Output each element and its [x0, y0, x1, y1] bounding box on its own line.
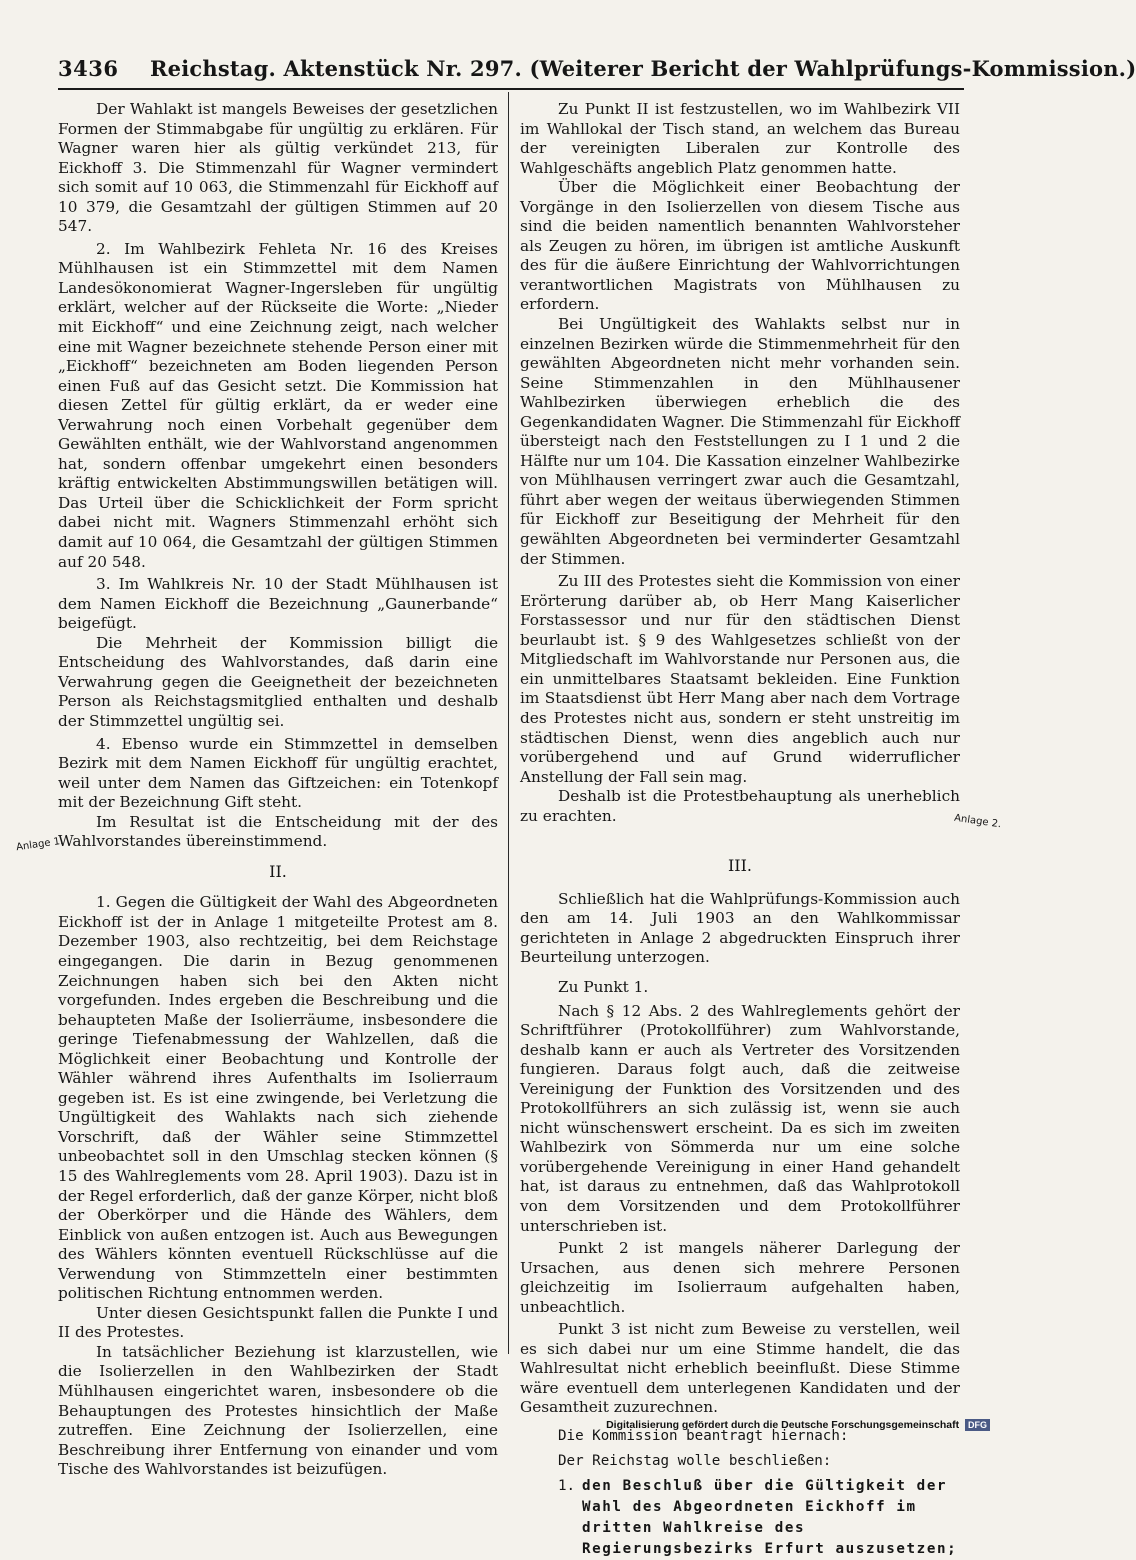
paragraph: Punkt 3 ist nicht zum Beweise zu verstellen, weil es sich dabei nur um eine Stimme handelt, die das Wahlresultat nicht erheblich beeinflußt. Diese Stimme wäre eventuell dem unterlegenen Kandidaten und der Gesamtheit zuzurechnen. — [520, 1320, 960, 1417]
left-column — [58, 100, 498, 1480]
motion-intro: Die Kommission beantragt hiernach: — [558, 1428, 849, 1444]
paragraph: Unter diesen Gesichtspunkt fallen die Punkte I und II des Protestes. — [58, 1303, 498, 1342]
header-rule — [58, 88, 964, 90]
paragraph: 3. Im Wahlkreis Nr. 10 der Stadt Mühlhausen ist dem Namen Eickhoff die Bezeichnung „Gaunerbande“ beigefügt. — [58, 575, 498, 633]
paragraph: Deshalb ist die Protestbehauptung als unerheblich zu erachten. — [520, 787, 960, 825]
paragraph: Über die Möglichkeit einer Beobachtung der Vorgänge in den Isolierzellen von diesem Tische aus sind die beiden namentlich benannten Wahlvorsteher als Zeugen zu hören, im übrigen ist amtliche Auskunft des für die äußere Einrichtung der Wahlvorrichtungen verantwortlichen Magistrats von Mühlhausen zu erfordern. — [520, 178, 960, 314]
item-number: 1. — [558, 1478, 576, 1494]
paragraph: In tatsächlicher Beziehung ist klarzustellen, wie die Isolierzellen in den Wahlbezirken der Stadt Mühlhausen eingerichtet waren, insbesondere ob die Behauptungen des Protestes hinsichtlich der Maße zutreffen. Eine Zeichnung der Isolierzellen, eine Beschreibung ihrer Entfernung von einander und vom Tische des Wahlvorstandes ist beizufügen. — [58, 1342, 498, 1479]
item-text: den Beschluß über die Gültigkeit der Wahl des Abgeordneten Eickhoff im dritten Wahlkreise des Regierungsbezirks Erfurt auszusetzen; — [582, 1478, 958, 1557]
paragraph: Der Wahlakt ist mangels Beweises der gesetzlichen Formen der Stimmabgabe für ungültig zu erklären. Für Wagner waren hier als gültig verkündet 213, für Eickhoff 3. Die Stimmenzahl für Wagner vermindert sich somit auf 10 063, die Stimmenzahl für Eickhoff auf 10 379, die Gesamtzahl der gültigen Stimmen auf 20 547. — [58, 100, 498, 236]
paragraph: Zu Punkt II ist festzustellen, wo im Wahlbezirk VII im Wahllokal der Tisch stand, an welchem das Bureau der vereinigten Liberalen zur Kontrolle des Wahlgeschäfts angeblich Platz genommen hatte. — [520, 100, 960, 177]
paragraph: 1. Gegen die Gültigkeit der Wahl des Abgeordneten Eickhoff ist der in Anlage 1 mitgeteilte Protest am 8. Dezember 1903, also rechtzeitig, bei dem Reichstage eingegangen. Die darin in Bezug genommenen Zeichnungen haben sich bei den Akten nicht vorgefunden. Indes ergeben die Beschreibung und die behaupteten Maße der Isolierräume, insbesondere die geringe Tiefenabmessung der Wahlzellen, daß die Möglichkeit einer Beobachtung und Kontrolle der Wähler während ihres Aufenthalts im Isolierraum gegeben ist. Es ist eine zwingende, bei Verletzung die Ungültigkeit des Wahlakts nach sich ziehende Vorschrift, daß der Wähler seine Stimmzettel unbeobachtet soll in den Umschlag stecken können (§ 15 des Wahlreglements vom 28. April 1903). Dazu ist in der Regel erforderlich, daß der ganze Körper, nicht bloß der Oberkörper und die Hände des Wählers, dem Einblick von außen entzogen ist. Auch aus Bewegungen des Wählers könnten eventuell Rückschlüsse auf die Verwendung von Stimmzetteln einer bestimmten politischen Richtung entnommen werden. — [58, 893, 498, 1303]
paragraph: Nach § 12 Abs. 2 des Wahlreglements gehört der Schriftführer (Protokollführer) zum Wahlvorstande, deshalb kann er auch als Vertreter des Vorsitzenden fungieren. Daraus folgt auch, daß die zeitweise Vereinigung der Funktion des Vorsitzenden und des Protokollführers an sich zulässig ist, wenn sie auch nicht wünschenswert erscheint. Da es sich im zweiten Wahlbezirk von Sömmerda nur um eine solche vorübergehende Vereinigung in einer Hand gehandelt hat, ist daraus zu entnehmen, daß das Wahlprotokoll von dem Vorsitzenden und dem Protokollführer unterschrieben ist. — [520, 1001, 960, 1235]
page-header — [58, 56, 1136, 90]
paragraph: Im Resultat ist die Entscheidung mit der des Wahlvorstandes übereinstimmend. — [58, 812, 498, 851]
paragraph: Punkt 2 ist mangels näherer Darlegung der Ursachen, aus denen sich mehrere Personen gleichzeitig im Isolierraum aufgehalten haben, unbeachtlich. — [520, 1239, 960, 1316]
subheading-punkt-1: Zu Punkt 1. — [558, 977, 649, 996]
paragraph: Schließlich hat die Wahlprüfungs-Kommission auch den am 14. Juli 1903 an den Wahlkommissar gerichteten in Anlage 2 abgedruckten Einspruch ihrer Beurteilung unterzogen. — [520, 889, 960, 967]
section-heading-ii: II. — [269, 861, 287, 881]
motion-item-1 — [520, 1476, 960, 1560]
paragraph: Die Mehrheit der Kommission billigt die Entscheidung des Wahlvorstandes, daß darin eine Verwahrung gegen die Geeignetheit der bezeichneten Person als Reichstagsmitglied enthalten und deshalb der Stimmzettel ungültig sei. — [58, 633, 498, 730]
motion-resolution: Der Reichstag wolle beschließen: — [558, 1453, 832, 1469]
right-column — [520, 100, 960, 1560]
dfg-logo-icon: DFG — [965, 1419, 990, 1431]
column-divider — [508, 92, 509, 1354]
paragraph: Bei Ungültigkeit des Wahlakts selbst nur in einzelnen Bezirken würde die Stimmenmehrheit für den gewählten Abgeordneten nicht mehr vorhanden sein. Seine Stimmenzahlen in den Mühlhausener Wahlbezirken überwiegen erheblich die des Gegenkandidaten Wagner. Die Stimmenzahl für Eickhoff übersteigt nach den Feststellungen zu I 1 und 2 die Hälfte nur um 104. Die Kassation einzelner Wahlbezirke von Mühlhausen verringert zwar auch die Gesamtzahl, führt aber wegen der weitaus überwiegenden Stimmen für Eickhoff zur Beseitigung der Mehrheit für den gewählten Abgeordneten bei verminderter Gesamtzahl der Stimmen. — [520, 315, 960, 568]
paragraph: 4. Ebenso wurde ein Stimmzettel in demselben Bezirk mit dem Namen Eickhoff für ungültig erachtet, weil unter dem Namen das Giftzeichen: ein Totenkopf mit der Bezeichnung Gift steht. — [58, 734, 498, 812]
page-number: 3436 — [58, 56, 119, 81]
margin-note-anlage-2: Anlage 2. — [953, 812, 1002, 831]
footer-text: Digitalisierung gefördert durch die Deutsche Forschungsgemeinschaft — [606, 1419, 960, 1431]
paragraph: Zu III des Protestes sieht die Kommission von einer Erörterung darüber ab, ob Herr Mang Kaiserlicher Forstassessor und nur für den städtischen Dienst beurlaubt ist. § 9 des Wahlgesetzes schließt von der Mitgliedschaft im Wahlvorstande nur Personen aus, die ein unmittelbares Staatsamt bekleiden. Eine Funktion im Staatsdienst übt Herr Mang aber nach dem Vortrage des Protestes nicht aus, sondern er steht unstreitig im städtischen Dienst, wenn dies angeblich auch nur vorübergehend und auf Grund widerruflicher Anstellung der Fall sein mag. — [520, 572, 960, 786]
section-heading-iii: III. — [727, 856, 753, 876]
page-title: Reichstag. Aktenstück Nr. 297. (Weiterer Bericht der Wahlprüfungs-Kommission.) — [150, 56, 1136, 81]
paragraph: 2. Im Wahlbezirk Fehleta Nr. 16 des Kreises Mühlhausen ist ein Stimmzettel mit dem Namen Landesökonomierat Wagner-Ingersleben für ungültig erklärt, welcher auf der Rückseite die Worte: „Nieder mit Eickhoff“ und eine Zeichnung zeigt, nach welcher eine mit Wagner bezeichnete stehende Person einer mit „Eickhoff“ bezeichneten am Boden liegenden Person einen Fuß auf das Gesicht setzt. Die Kommission hat diesen Zettel für gültig erklärt, da er weder eine Verwahrung noch einen Vorbehalt gegenüber dem Gewählten enthält, wie der Wahlvorstand angenommen hat, sondern offenbar umgekehrt einen besonders kräftig entwickelten Abstimmungswillen betätigen will. Das Urteil über die Schicklichkeit der Form spricht dabei nicht mit. Wagners Stimmenzahl erhöht sich damit auf 10 064, die Gesamtzahl der gültigen Stimmen auf 20 548. — [58, 239, 498, 571]
digitization-footer — [606, 1419, 990, 1431]
margin-note-anlage-1: Anlage 1. — [15, 835, 64, 854]
